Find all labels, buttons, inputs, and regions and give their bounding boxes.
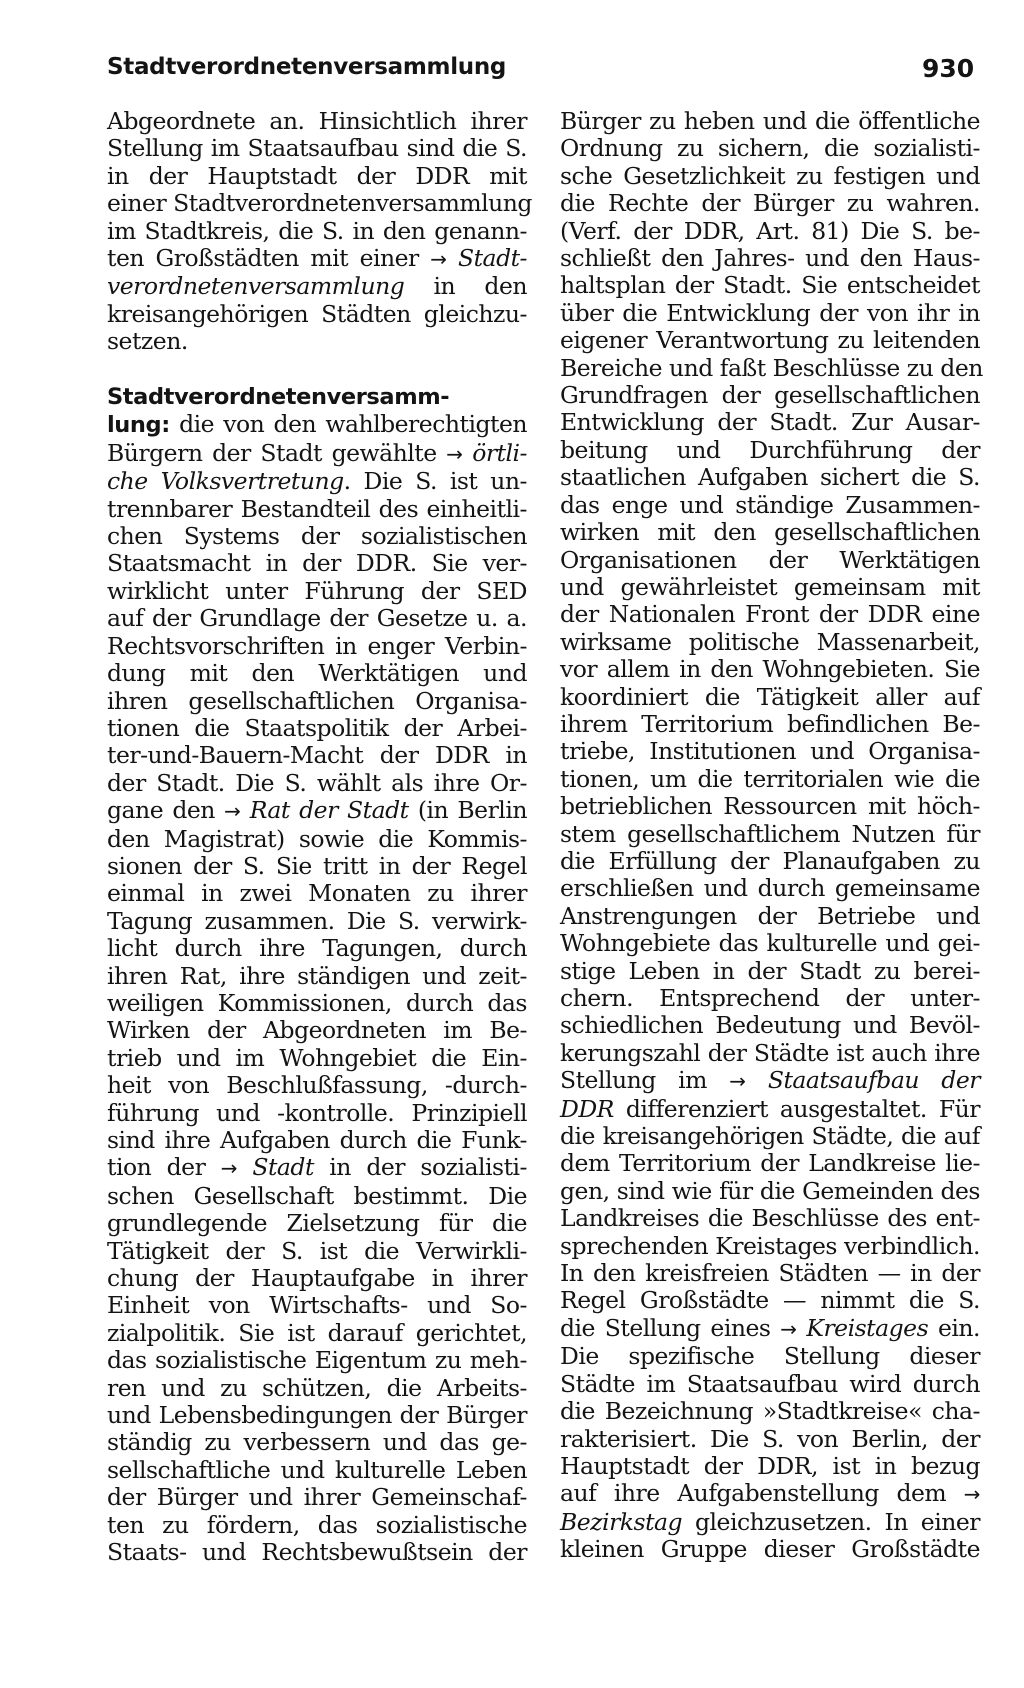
cross-reference[interactable]: örtli- [472,438,527,467]
text-line: den Magistrat) sowie die Kommis- [107,824,527,853]
text-line: setzen. [107,327,188,356]
text-line: zialpolitik. Sie ist darauf gerichtet, [107,1318,527,1347]
text-line: stige Leben in der Stadt zu berei- [560,956,980,985]
text-line: einer Stadtverordnetenversammlung [107,189,532,218]
text-line: die Rechte der Bürger zu wahren. [560,189,980,218]
text-line: und gewährleistet gemeinsam mit [560,572,980,601]
paragraph-gap [107,356,527,383]
text-line [107,383,527,411]
text-line: weiligen Kommissionen, durch das [107,988,527,1017]
text-line: sprechenden Kreistages verbindlich. [560,1231,980,1260]
text-line: führung und -kontrolle. Prinzipiell [107,1098,527,1127]
text-line: Tagung zusammen. Die S. verwirk- [107,906,527,935]
text-line: heit von Beschlußfassung, -durch- [107,1071,527,1100]
text-line: Organisationen der Werktätigen [560,545,980,574]
text-line: Wirken der Abgeordneten im Be- [107,1016,527,1045]
text-line: die Bezeichnung »Stadtkreise« cha- [560,1397,980,1426]
text-line: tionen, um die territorialen wie die [560,764,980,793]
text-line: sche Gesetzlichkeit zu festigen und [560,161,980,190]
text-line: rakterisiert. Die S. von Berlin, der [560,1424,980,1453]
text-line: Hauptstadt der DDR, ist in bezug [560,1451,980,1480]
text-line: che Volksvertretung. Die S. ist un- [107,467,527,496]
text-line: ihren gesellschaftlichen Organisa- [107,686,527,715]
cross-reference[interactable]: Kreistages [806,1313,929,1342]
text-line: ren und zu schützen, die Arbeits- [107,1373,527,1402]
text-line: tion der → Stadt in der sozialisti- [107,1153,527,1182]
text-line: erschließen und durch gemeinsame [560,874,980,903]
entry-headword: Stadtverordnetenversamm- [107,384,450,411]
text-line: Stellung im → Staatsaufbau der [560,1066,980,1095]
entry-headword: lung: [107,412,170,439]
text-line: tionen die Staatspolitik der Arbei- [107,713,527,742]
text-line: wirken mit den gesellschaftlichen [560,518,980,547]
text-line: einmal in zwei Monaten zu ihrer [107,879,527,908]
text-line: Tätigkeit der S. ist die Verwirkli- [107,1236,527,1265]
text-line: gen, sind wie für die Gemeinden des [560,1176,980,1205]
text-line: Stellung im Staatsaufbau sind die S. [107,134,527,163]
text-line: schiedlichen Bedeutung und Bevöl- [560,1011,980,1040]
text-line: Rechtsvorschriften in enger Verbin- [107,631,527,660]
text-line: die Erfüllung der Planaufgaben zu [560,846,980,875]
text-line: chern. Entsprechend der unter- [560,984,980,1012]
text-line: Die spezifische Stellung dieser [560,1342,980,1371]
text-line: stem gesellschaftlichem Nutzen für [560,819,980,848]
text-line: sionen der S. Sie tritt in der Regel [107,851,527,880]
cross-reference-arrow-icon: → [220,1156,237,1181]
text-line: eigener Verantwortung zu leitenden [560,326,980,355]
text-line: kreisangehörigen Städten gleichzu- [107,299,527,328]
text-line: das enge und ständige Zusammen- [560,490,980,519]
text-line: der Stadt. Die S. wählt als ihre Or- [107,768,527,797]
text-line: trennbarer Bestandteil des einheitli- [107,494,527,523]
text-line: ten Großstädten mit einer → Stadt- [107,244,527,273]
text-line: Einheit von Wirtschafts- und So- [107,1291,527,1320]
text-line: auf der Grundlage der Gesetze u. a. [107,604,527,633]
text-line: beitung und Durchführung der [560,435,980,464]
text-line: und Lebensbedingungen der Bürger [107,1401,527,1430]
right-column [560,107,983,1564]
text-line: der Bürger und ihrer Gemeinschaf- [107,1483,527,1512]
text-line: Bürgern der Stadt gewählte → örtli- [107,438,527,467]
text-line: Bezirkstag gleichzusetzen. In einer [560,1507,980,1536]
cross-reference[interactable]: Stadt [252,1153,314,1182]
text-line: wirksame politische Massenarbeit, [560,627,980,656]
text-line: schen Gesellschaft bestimmt. Die [107,1181,527,1210]
text-line: licht durch ihre Tagungen, durch [107,934,527,963]
text-line: kleinen Gruppe dieser Großstädte [560,1535,980,1564]
cross-reference[interactable]: DDR [560,1094,614,1123]
text-line: ihrem Territorium befindlichen Be- [560,709,980,738]
text-line: Ordnung zu sichern, die sozialisti- [560,134,980,163]
text-line: ständig zu verbessern und das ge- [107,1428,527,1457]
cross-reference[interactable]: Rat der Stadt [249,796,409,825]
text-line: Abgeordnete an. Hinsichtlich ihrer [107,107,527,135]
text-line: schließt den Jahres- und den Haus- [560,244,980,273]
cross-reference-arrow-icon: → [729,1069,746,1094]
text-line: Bürger zu heben und die öffentliche [560,107,980,135]
text-line: sellschaftliche und kulturelle Leben [107,1455,527,1484]
text-line: vor allem in den Wohngebieten. Sie [560,655,980,684]
text-line: DDR differenziert ausgestaltet. Für [560,1094,980,1123]
cross-reference[interactable]: verordnetenversammlung [107,272,405,301]
text-line: Staats- und Rechtsbewußtsein der [107,1538,527,1567]
cross-reference[interactable]: Stadt- [458,244,527,273]
text-line: Landkreises die Beschlüsse des ent- [560,1204,980,1233]
text-line: über die Entwicklung der von ihr in [560,298,980,327]
text-line: die kreisangehörigen Städte, die auf [560,1122,980,1151]
text-line: In den kreisfreien Städten — in der [560,1259,980,1288]
text-line: dung mit den Werktätigen und [107,659,527,688]
text-line: haltsplan der Stadt. Sie entscheidet [560,271,980,300]
text-line: auf ihre Aufgabenstellung dem → [560,1479,980,1508]
text-line: sind ihre Aufgaben durch die Funk- [107,1126,527,1155]
left-column [107,107,532,1567]
text-line: ten zu fördern, das sozialistische [107,1510,527,1539]
text-line: koordiniert die Tätigkeit aller auf [560,682,980,711]
text-line: der Nationalen Front der DDR eine [560,600,980,629]
text-line: dem Territorium der Landkreise lie- [560,1149,980,1178]
cross-reference[interactable]: Bezirkstag [560,1507,683,1536]
cross-reference-arrow-icon: → [780,1316,797,1341]
running-title: Stadtverordnetenversammlung [107,54,507,80]
text-line: Bereiche und faßt Beschlüsse zu den [560,353,983,382]
text-line: gane den → Rat der Stadt (in Berlin [107,796,527,825]
text-line: triebe, Institutionen und Organisa- [560,737,980,766]
text-line: chung der Hauptaufgabe in ihrer [107,1264,527,1293]
text-line: in der Hauptstadt der DDR mit [107,161,527,190]
text-line: Wohngebiete das kulturelle und gei- [560,929,980,958]
text-line: Grundfragen der gesellschaftlichen [560,381,980,410]
text-line: Anstrengungen der Betriebe und [560,901,980,930]
text-line: chen Systems der sozialistischen [107,522,527,551]
cross-reference-arrow-icon: → [430,247,447,272]
text-line: das sozialistische Eigentum zu meh- [107,1346,527,1375]
text-line: Städte im Staatsaufbau wird durch [560,1369,980,1398]
text-line: verordnetenversammlung in den [107,272,527,301]
cross-reference-arrow-icon: → [963,1482,980,1507]
text-line: trieb und im Wohngebiet die Ein- [107,1043,527,1072]
text-line: Entwicklung der Stadt. Zur Ausar- [560,408,980,437]
text-line: Regel Großstädte — nimmt die S. [560,1286,980,1315]
cross-reference[interactable]: che Volksvertretung [107,467,344,496]
cross-reference[interactable]: Staatsaufbau der [767,1066,980,1095]
text-line: Staatsmacht in der DDR. Sie ver- [107,549,527,578]
text-line: betrieblichen Ressourcen mit höch- [560,792,980,821]
text-line: lung: die von den wahlberechtigten [107,410,527,439]
text-line: ihren Rat, ihre ständigen und zeit- [107,961,527,990]
text-line: im Stadtkreis, die S. in den genann- [107,216,527,245]
page-number: 930 [922,54,975,83]
text-line: (Verf. der DDR, Art. 81) Die S. be- [560,216,980,245]
cross-reference-arrow-icon: → [446,441,463,466]
text-line: die Stellung eines → Kreistages ein. [560,1313,980,1342]
text-line: staatlichen Aufgaben sichert die S. [560,463,980,492]
text-line: grundlegende Zielsetzung für die [107,1209,527,1238]
text-line: wirklicht unter Führung der SED [107,576,527,605]
text-line: kerungszahl der Städte ist auch ihre [560,1038,980,1067]
cross-reference-arrow-icon: → [224,799,241,824]
text-line: ter-und-Bauern-Macht der DDR in [107,741,527,770]
